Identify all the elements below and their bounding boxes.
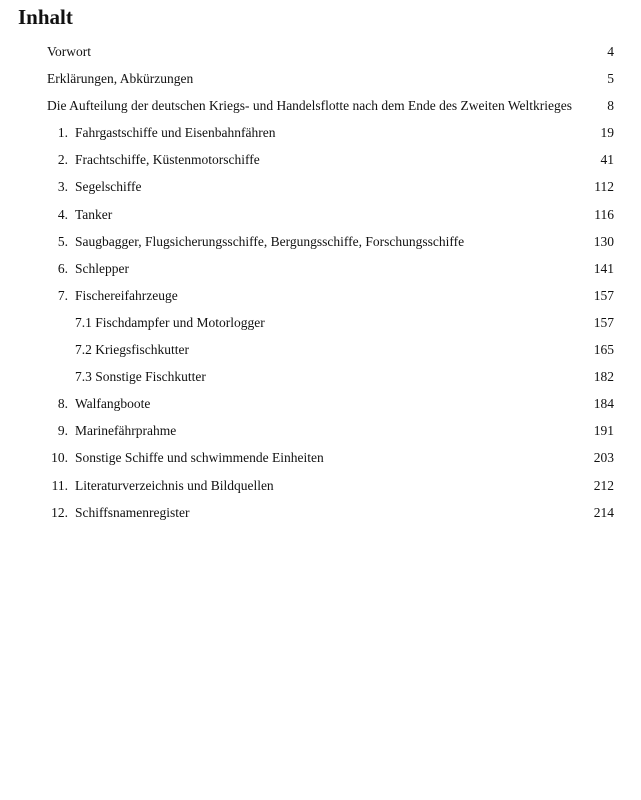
- entry-page: 191: [593, 423, 614, 439]
- entry-number: 4.: [57, 206, 68, 222]
- entry-number: 2.: [57, 152, 68, 168]
- entry-number: 1.: [57, 125, 68, 141]
- entry-label: Marinefährprahme: [75, 423, 177, 439]
- entry-page: 212: [593, 477, 614, 493]
- toc-entry-vorwort[interactable]: [0, 43, 641, 70]
- entry-page: 157: [593, 287, 614, 303]
- entry-label: 7.1 Fischdampfer und Motorlogger: [75, 314, 265, 330]
- entry-label: Die Aufteilung der deutschen Kriegs- und Handelsflotte nach dem Ende des Zweiten Weltkrieges: [47, 98, 573, 114]
- entry-number: 7.: [57, 287, 68, 303]
- entry-page: 4: [607, 44, 614, 59]
- entry-number: 8.: [57, 396, 68, 412]
- toc-entry-8[interactable]: [0, 395, 641, 422]
- entry-label: Vorwort: [47, 44, 92, 59]
- entry-label: 7.2 Kriegsfischkutter: [75, 342, 189, 358]
- entry-label: Saugbagger, Flugsicherungsschiffe, Bergungsschiffe, Forschungsschiffe: [75, 233, 465, 249]
- entry-page: 112: [594, 179, 614, 195]
- entry-label: Walfangboote: [75, 396, 151, 412]
- entry-label: Tanker: [75, 206, 113, 222]
- entry-label: Schiffsnamenregister: [75, 504, 190, 520]
- toc-entry-7-3[interactable]: [0, 368, 641, 395]
- entry-label: Fischereifahrzeuge: [75, 287, 178, 303]
- entry-number: 11.: [51, 477, 68, 493]
- entry-page: 116: [594, 206, 614, 222]
- entry-page: 165: [593, 342, 614, 358]
- toc-entry-6[interactable]: [0, 260, 641, 287]
- entry-page: 5: [607, 71, 614, 87]
- toc-entry-5[interactable]: [0, 233, 641, 260]
- entry-label: Frachtschiffe, Küstenmotorschiffe: [75, 152, 260, 168]
- entry-label: Segelschiffe: [75, 179, 142, 195]
- toc-entry-11[interactable]: [0, 477, 641, 504]
- entry-label: Fahrgastschiffe und Eisenbahnfähren: [75, 125, 276, 141]
- entry-label: Literaturverzeichnis und Bildquellen: [75, 477, 274, 493]
- entry-page: 41: [600, 152, 614, 168]
- entry-number: 9.: [57, 423, 68, 439]
- entry-page: 184: [593, 396, 614, 412]
- entry-number: 5.: [57, 233, 68, 249]
- toc-entry-10[interactable]: [0, 449, 641, 476]
- entry-label: Sonstige Schiffe und schwimmende Einheiten: [75, 450, 324, 466]
- table-of-contents: [0, 43, 641, 531]
- entry-page: 157: [593, 314, 614, 330]
- entry-number: 6.: [57, 260, 68, 276]
- toc-entry-7-1[interactable]: [0, 314, 641, 341]
- entry-number: 12.: [51, 504, 68, 520]
- entry-page: 203: [593, 450, 614, 466]
- toc-entry-4[interactable]: [0, 206, 641, 233]
- toc-entry-2[interactable]: [0, 151, 641, 178]
- entry-label: Erklärungen, Abkürzungen: [47, 71, 194, 87]
- toc-entry-7[interactable]: [0, 287, 641, 314]
- toc-entry-12[interactable]: [0, 504, 641, 531]
- toc-entry-9[interactable]: [0, 422, 641, 449]
- toc-entry-3[interactable]: [0, 178, 641, 205]
- entry-number: 10.: [51, 450, 68, 466]
- entry-page: 130: [593, 233, 614, 249]
- entry-page: 182: [593, 369, 614, 385]
- entry-number: 3.: [57, 179, 68, 195]
- entry-page: 214: [593, 504, 614, 520]
- entry-label: Schlepper: [75, 260, 129, 276]
- toc-entry-7-2[interactable]: [0, 341, 641, 368]
- page-title: Inhalt: [18, 5, 73, 29]
- toc-entry-1[interactable]: [0, 124, 641, 151]
- entry-page: 8: [607, 98, 614, 114]
- entry-page: 19: [600, 125, 614, 141]
- toc-entry-erklaerungen[interactable]: [0, 70, 641, 97]
- entry-label: 7.3 Sonstige Fischkutter: [75, 369, 206, 385]
- toc-entry-aufteilung[interactable]: [0, 97, 641, 124]
- entry-page: 141: [593, 260, 614, 276]
